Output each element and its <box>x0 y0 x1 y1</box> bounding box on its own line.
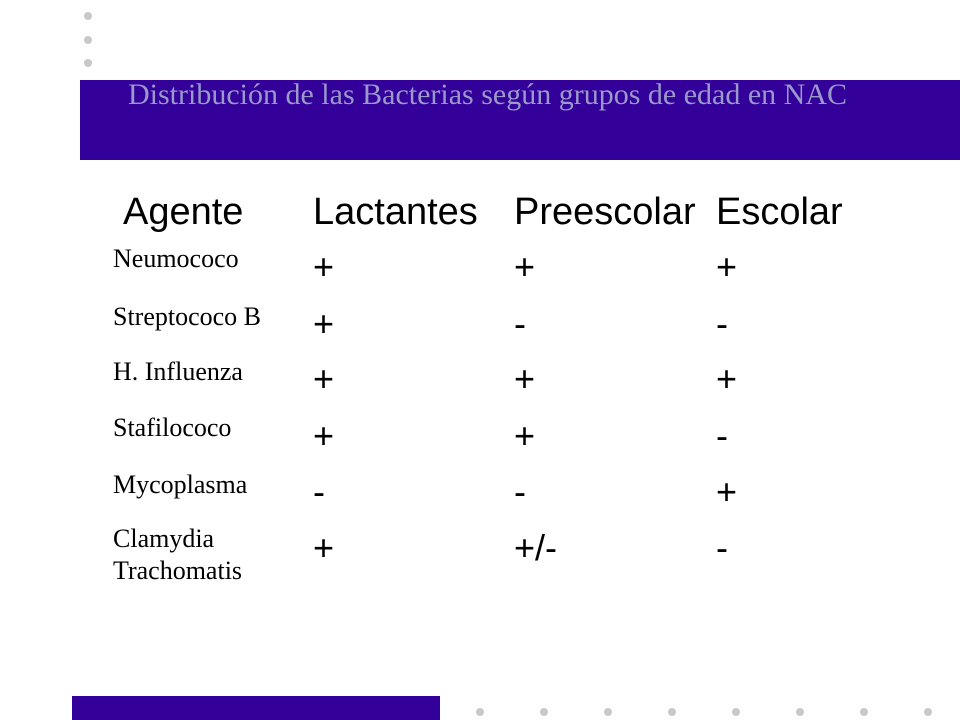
cell-preescolar: + <box>514 246 536 287</box>
cell-preescolar: - <box>514 471 526 512</box>
cell-preescolar: + <box>514 358 536 399</box>
decorative-dot <box>924 708 932 716</box>
bottom-accent-bar <box>72 696 440 720</box>
cell-escolar: + <box>716 471 738 512</box>
cell-lactantes: + <box>313 527 335 568</box>
agent-mycoplasma: Mycoplasma <box>113 470 248 499</box>
decorative-dot <box>476 708 484 716</box>
cell-escolar: - <box>716 415 728 456</box>
cell-escolar: - <box>716 527 728 568</box>
cell-lactantes: + <box>313 358 335 399</box>
header-agente: Agente <box>123 191 244 233</box>
cell-lactantes: + <box>313 415 335 456</box>
decorative-dot <box>604 708 612 716</box>
header-escolar: Escolar <box>716 191 843 233</box>
agent-h-influenza: H. Influenza <box>113 357 243 386</box>
header-preescolar: Preescolar <box>514 191 696 233</box>
decorative-dot <box>796 708 804 716</box>
cell-lactantes: - <box>313 471 325 512</box>
agent-clamydia-line1: Clamydia <box>113 524 215 553</box>
decorative-dot <box>540 708 548 716</box>
decorative-dot <box>860 708 868 716</box>
cell-escolar: + <box>716 358 738 399</box>
decorative-dot <box>732 708 740 716</box>
cell-lactantes: + <box>313 303 335 344</box>
cell-escolar: + <box>716 246 738 287</box>
slide-title: Distribución de las Bacterias según grupos de edad en NAC <box>128 78 847 111</box>
agent-clamydia-line2: Trachomatis <box>113 556 243 585</box>
agent-neumococo: Neumococo <box>113 244 239 273</box>
agent-streptococo-b: Streptococo B <box>113 302 262 331</box>
cell-preescolar: +/- <box>514 527 558 568</box>
decorative-dot <box>668 708 676 716</box>
cell-lactantes: + <box>313 246 335 287</box>
agent-stafilococo: Stafilococo <box>113 413 232 442</box>
cell-preescolar: + <box>514 415 536 456</box>
cell-preescolar: - <box>514 303 526 344</box>
header-lactantes: Lactantes <box>313 191 478 233</box>
cell-escolar: - <box>716 303 728 344</box>
